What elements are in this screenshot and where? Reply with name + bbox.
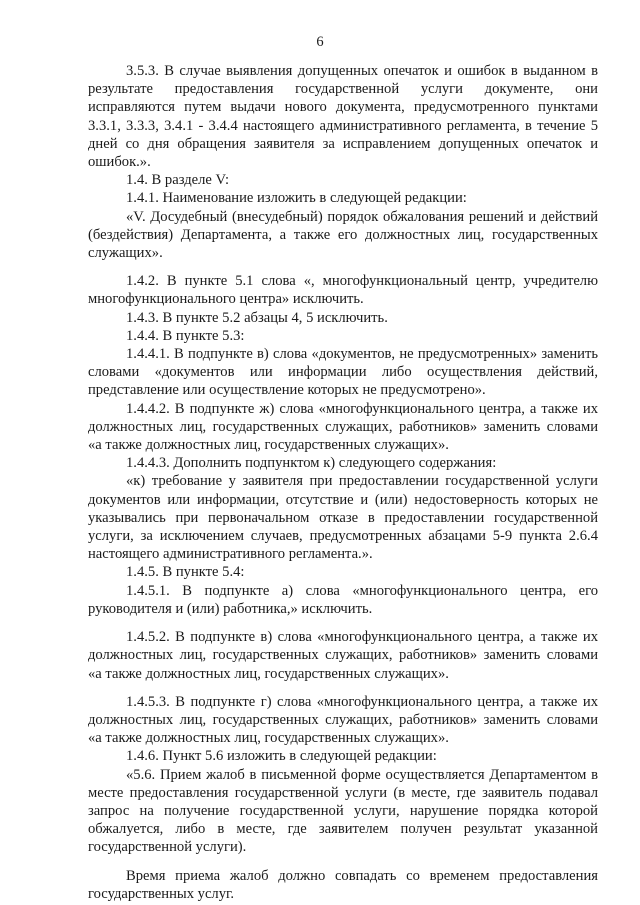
paragraph-5-6: «5.6. Прием жалоб в письменной форме осуществляется Департаментом в месте предоставления государственной услуги (в месте, где заявитель подавал запрос на получение государственной услуги, нарушение порядка которой обжалуется, либо в месте, где заявителем получен результат указанной государственной услуги). [88, 766, 598, 856]
paragraph-1-4-1: 1.4.1. Наименование изложить в следующей редакции: [126, 190, 467, 207]
paragraph-1-4-3: 1.4.3. В пункте 5.2 абзацы 4, 5 исключить. [126, 309, 388, 326]
paragraph-1-4-4-3: 1.4.4.3. Дополнить подпунктом к) следующего содержания: [126, 455, 497, 472]
paragraph-1-4-5-2: 1.4.5.2. В подпункте в) слова «многофункционального центра, а также их должностных лиц, государственных служащих, работников» заменить словами «а также должностных лиц, государственных служащих». [88, 629, 598, 682]
paragraph-section-v-title: «V. Досудебный (внесудебный) порядок обжалования решений и действий (бездействия) Департамента, а также его должностных лиц, государственных служащих». [88, 208, 598, 262]
paragraph-1-4-5-1: 1.4.5.1. В подпункте а) слова «многофункционального центра, его руководителя и (или) работника,» исключить. [88, 582, 598, 617]
page-number: 6 [316, 34, 324, 50]
paragraph-1-4-5: 1.4.5. В пункте 5.4: [126, 564, 245, 581]
paragraph-1-4-4-1: 1.4.4.1. В подпункте в) слова «документов, не предусмотренных» заменить словами «документов или информации либо осуществления действий, представление или осуществление которых не предусмотрено». [88, 346, 598, 399]
paragraph-1-4: 1.4. В разделе V: [126, 172, 230, 189]
document-body [88, 62, 598, 903]
paragraph-1-4-5-3: 1.4.5.3. В подпункте г) слова «многофункционального центра, а также их должностных лиц, государственных служащих, работников» заменить словами «а также должностных лиц, государственных служащих». [88, 693, 598, 747]
paragraph-subpoint-k: «к) требование у заявителя при предоставлении государственной услуги документов или информации, отсутствие и (или) недостоверность которых не указывались при первоначальном отказе в предоставлении государственной услуги, за исключением случаев, предусмотренных абзацами 5-9 пункта 2.6.4 настоящего административного регламента.». [88, 473, 598, 563]
paragraph-1-4-6: 1.4.6. Пункт 5.6 изложить в следующей редакции: [126, 748, 437, 765]
paragraph-1-4-2: 1.4.2. В пункте 5.1 слова «, многофункциональный центр, учредителю многофункционального центра» исключить. [88, 273, 598, 308]
paragraph-1-4-4: 1.4.4. В пункте 5.3: [126, 327, 245, 344]
paragraph-reception-time: Время приема жалоб должно совпадать со временем предоставления государственных услуг. [88, 867, 598, 902]
paragraph-3-5-3: 3.5.3. В случае выявления допущенных опечаток и ошибок в выданном в результате предоставления государственной услуги документе, они исправляются путем выдачи нового документа, предусмотренного пунктами 3.3.1, 3.3.3, 3.4.1 - 3.4.4 настоящего административного регламента, в течение 5 дней со дня обращения заявителя за исправлением допущенных опечаток и ошибок.». [88, 63, 598, 171]
paragraph-1-4-4-2: 1.4.4.2. В подпункте ж) слова «многофункционального центра, а также их должностных лиц, государственных служащих, работников» заменить словами «а также должностных лиц, государственных служащих». [88, 400, 598, 454]
